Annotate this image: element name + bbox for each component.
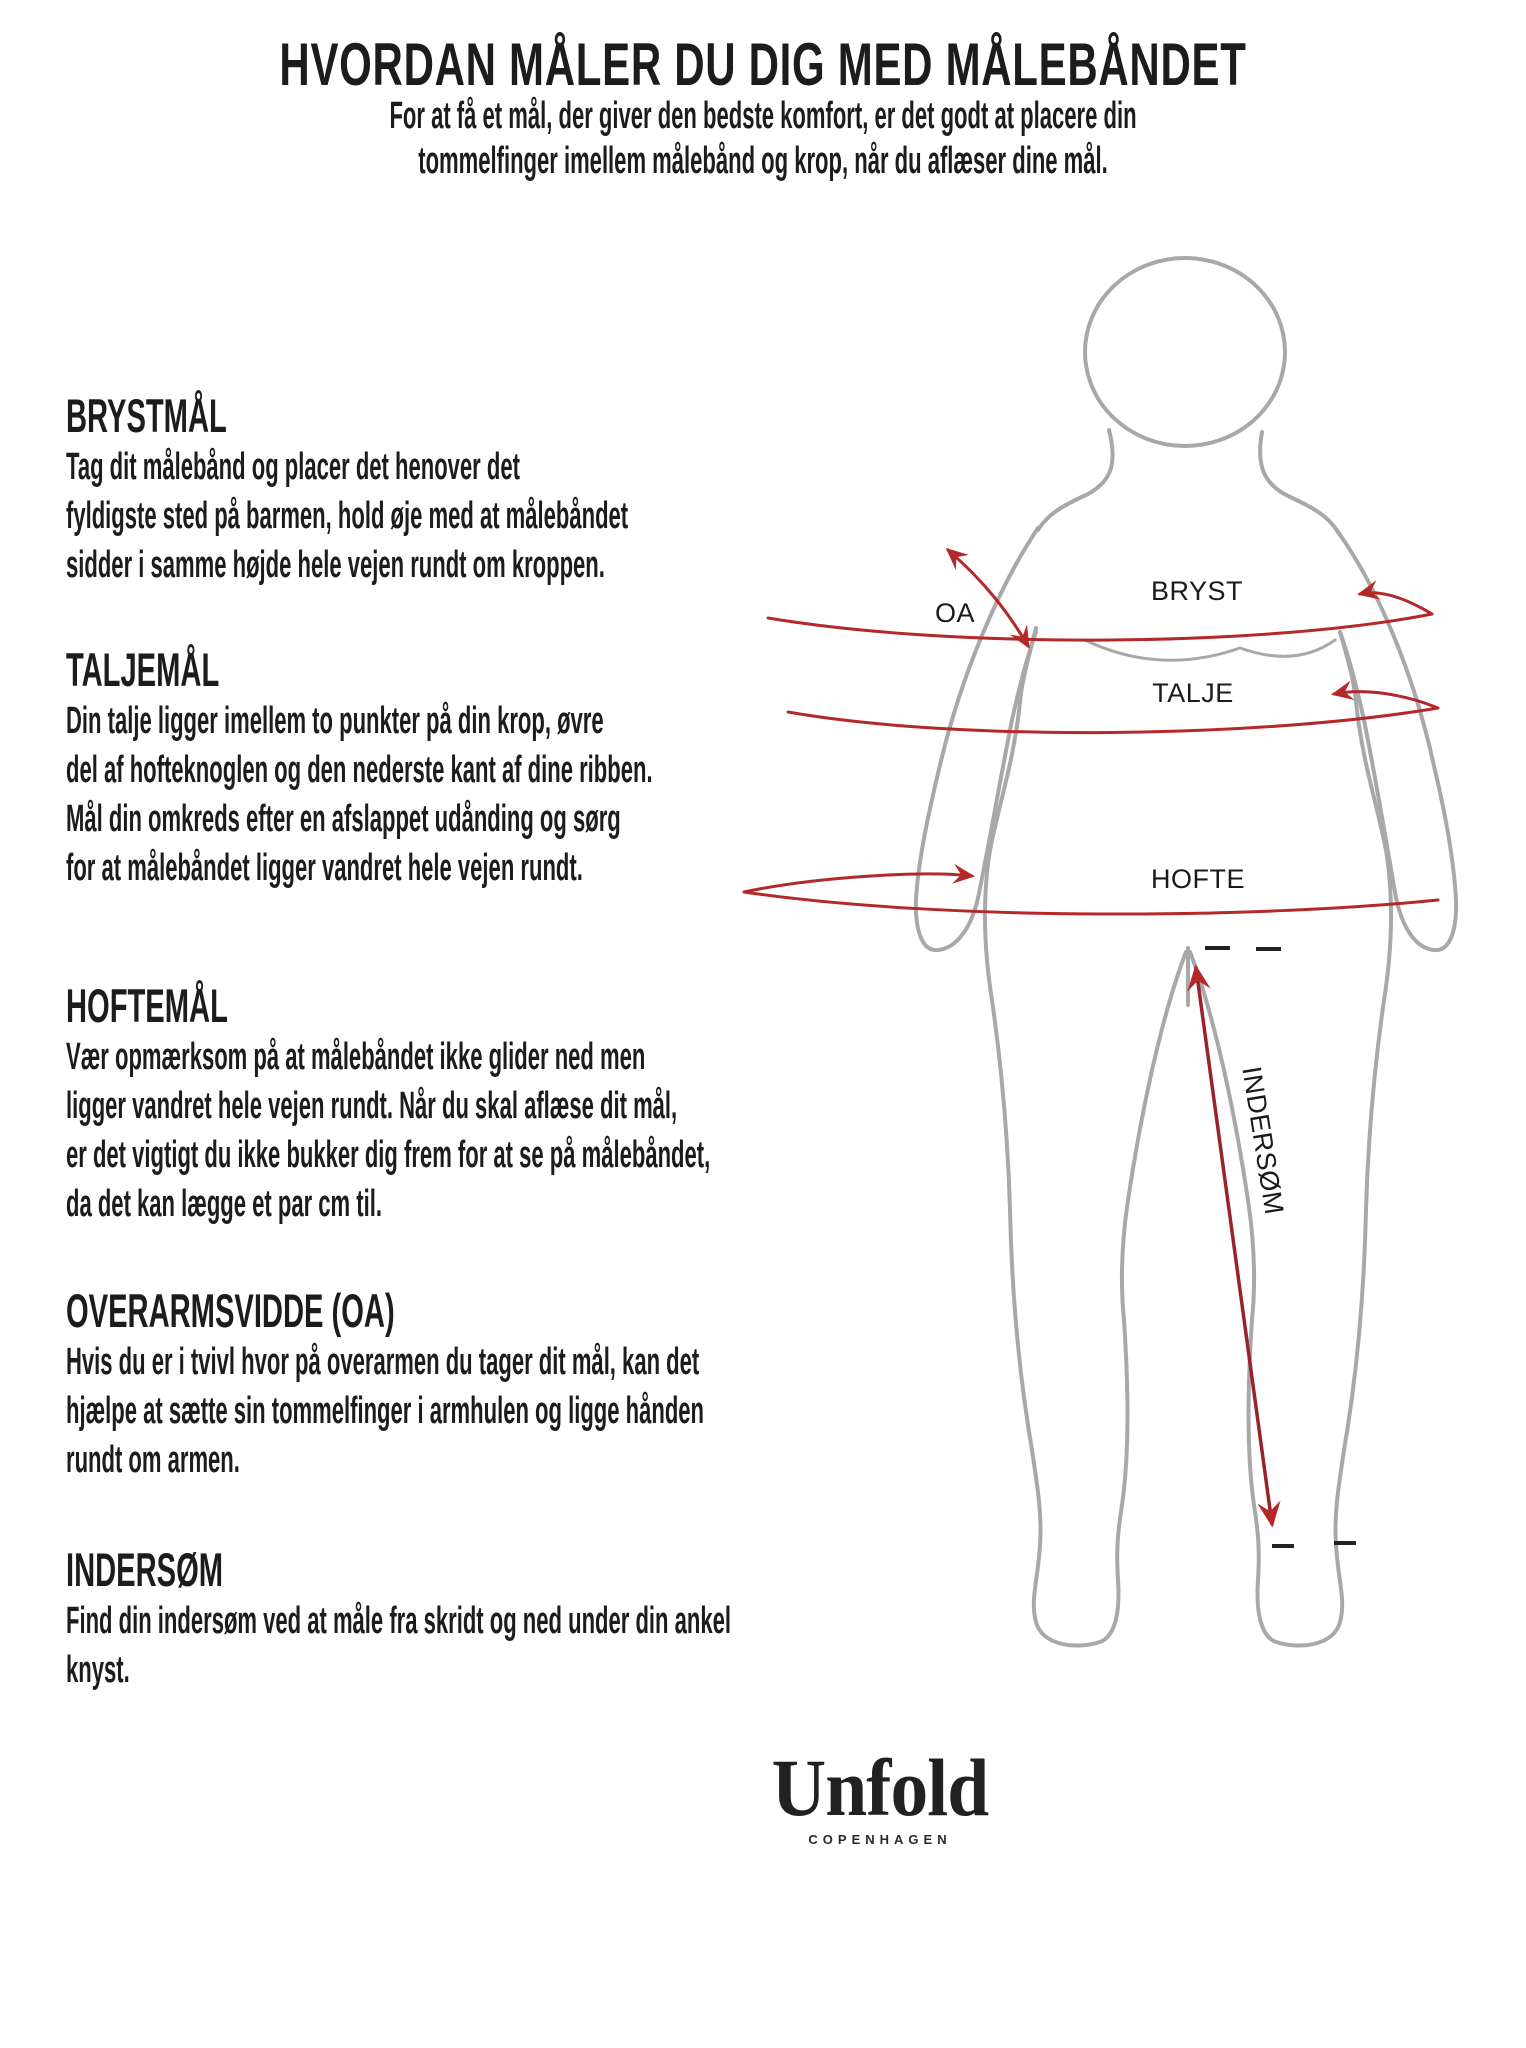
hofte-label: HOFTE [1151,864,1245,894]
section-text-line: Vær opmærksom på at målebåndet ikke glider ned men [66,1036,646,1078]
reference-tick-marks [1205,948,1356,1546]
section-heading: INDERSØM [66,1543,224,1596]
talje-label: TALJE [1152,678,1234,708]
section-text-line: Mål din omkreds efter en afslappet udånding og sørg [66,798,621,840]
section-heading: BRYSTMÅL [66,389,227,442]
underbust-left-curve [1085,640,1240,660]
bryst-measure-line [768,614,1432,640]
talje-measure-line [788,708,1438,733]
hofte-measure-line [744,892,1438,914]
logo-subtext: COPENHAGEN [808,1832,952,1847]
torso-left-leg-outline [985,628,1186,1646]
section-text-line: da det kan lægge et par cm til. [66,1183,382,1225]
subtitle-line-2: tommelfinger imellem målebånd og krop, når du aflæser dine mål. [418,140,1108,182]
neck-right-outline [1260,432,1338,532]
subtitle-line-1: For at få et mål, der giver den bedste komfort, er det godt at placere din [389,95,1137,137]
section-text-line: er det vigtigt du ikke bukker dig frem for at se på målebåndet, [66,1134,711,1176]
head-outline [1085,258,1285,446]
section-text-line: rundt om armen. [66,1439,240,1481]
talje-measure-arrow [1334,692,1438,708]
indersoem-label: INDERSØM [1236,1064,1290,1217]
section-text-line: for at målebåndet ligger vandret hele vejen rundt. [66,847,583,889]
left-arm-outline [916,528,1038,950]
bryst-measure-arrow [1360,593,1432,614]
section-text-line: sidder i samme højde hele vejen rundt om kroppen. [66,544,605,586]
hofte-measure-arrow [744,874,972,892]
section-text-line: del af hofteknoglen og den nederste kant af dine ribben. [66,749,653,791]
page-title: HVORDAN MÅLER DU DIG MED MÅLEBÅNDET [279,31,1247,98]
neck-left-outline [1038,430,1113,530]
section-text-line: fyldigste sted på barmen, hold øje med at målebåndet [66,495,629,537]
section-heading: HOFTEMÅL [66,979,228,1032]
section-heading: TALJEMÅL [66,643,220,696]
section-text-line: knyst. [66,1649,130,1691]
logo-wordmark: Unfold [771,1742,989,1833]
body-measurement-figure [700,230,1460,1670]
section-text-line: Tag dit målebånd og placer det henover det [66,446,520,488]
right-arm-outline [1338,532,1456,950]
bryst-label: BRYST [1150,576,1244,606]
section-text-line: Hvis du er i tvivl hvor på overarmen du tager dit mål, kan det [66,1341,700,1383]
oa-label: OA [934,598,976,628]
section-text-line: ligger vandret hele vejen rundt. Når du skal aflæse dit mål, [66,1085,678,1127]
brand-logo [740,1742,1020,1847]
section-heading: OVERARMSVIDDE (OA) [66,1284,395,1337]
section-text-line: Find din indersøm ved at måle fra skridt og ned under din ankel [66,1600,731,1642]
section-text-line: Din talje ligger imellem to punkter på din krop, øvre [66,700,604,742]
section-text-line: hjælpe at sætte sin tommelfinger i armhulen og ligge hånden [66,1390,705,1432]
indersoem-measure-arrow [1196,968,1272,1524]
underbust-right-curve [1240,640,1335,656]
page-subtitle [320,94,1205,184]
